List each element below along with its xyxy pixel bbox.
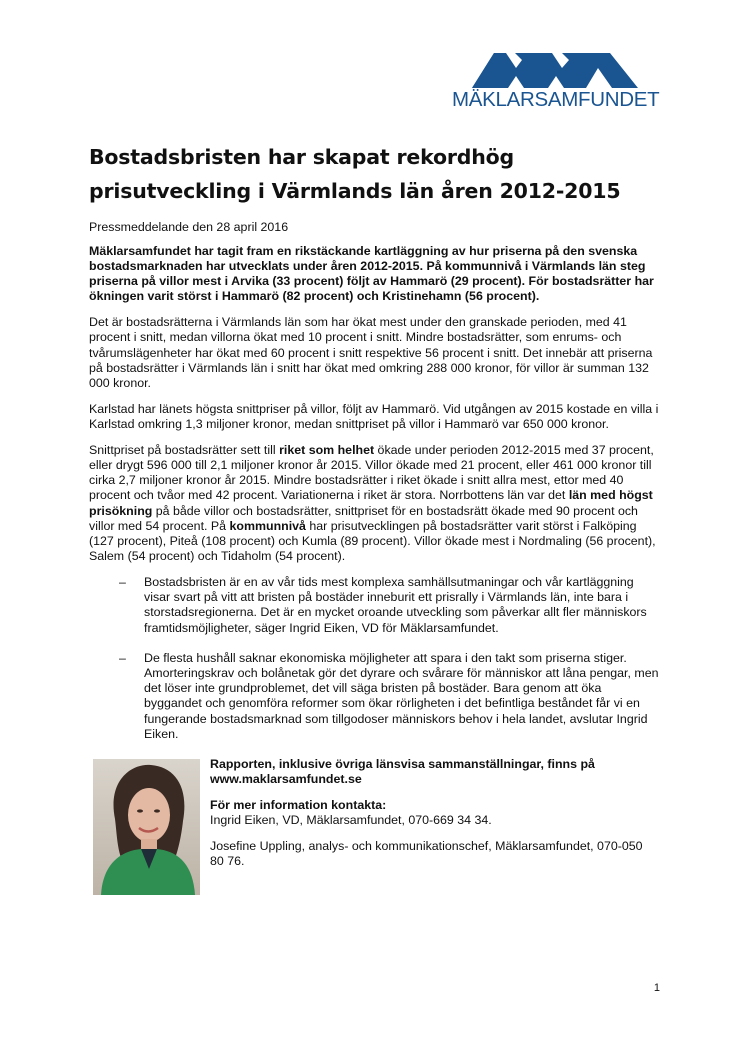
paragraph-3-text: har prisutvecklingen på bostadsrätter varit störst i Falköping (127 procent), Piteå (108 procent) och Kumla (89 procent). Villor ökade mest i Nordmaling (56 procent), Salem (54 procent) och Tidaholm (54 procent). [89,518,656,564]
quote-text: De flesta hushåll saknar ekonomiska möjligheter att spara i den takt som priserna stiger. Amorteringskrav och bolånetak gör det dyrare och svårare för människor att låna pengar, men det löser inte grundproblemet, det vill säga bristen på bostäder. Bara genom att öka byggandet och genomföra reformer som ökar rörligheten i det befintliga beståndet får vi en fungerande bostadsmarknad som tillgodoser människors behov i hela landet, avslutar Ingrid Eiken. [144,650,659,741]
paragraph-2: Karlstad har länets högsta snittpriser på villor, följt av Hammarö. Vid utgången av 2015 kostade en villa i Karlstad omkring 1,3 miljoner kronor, medan snittpriset på villor i Hammarö var 650 000 kronor. [89,401,659,431]
contact-person-1: Ingrid Eiken, VD, Mäklarsamfundet, 070-669 34 34. [210,813,492,828]
maklarsamfundet-logo [452,48,658,122]
contact-section [89,757,661,897]
quote-text: Bostadsbristen är en av vår tids mest komplexa samhällsutmaningar och vår kartläggning visar svart på vitt att bristen på bostäder inneburit ett prisrally i Värmlands län, inte bara i storstadsregionerna. Det är en mycket oroande utveckling som påverkar allt fler människors framtidsmöjligheter, säger Ingrid Eiken, VD för Mäklarsamfundet. [144,574,647,635]
paragraph-3-text: Snittpriset på bostadsrätter sett till [89,442,280,457]
quote-list [89,575,661,742]
dateline: Pressmeddelande den 28 april 2016 [89,220,289,234]
paragraph-3-bold: kommunnivå [229,518,306,533]
paragraph-3-text: på både villor och bostadsrätter, snittpriset för en bostadsrätt ökade med 90 procent och villor med 54 procent. På [89,503,638,533]
roof-mark-icon [452,48,658,88]
page-number: 1 [653,982,660,994]
lead-paragraph: Mäklarsamfundet har tagit fram en rikstäckande kartläggning av hur priserna på den svenska bostadsmarknaden har utvecklats under åren 2012-2015. På kommunnivå i Värmlands län steg priserna på villor mest i Arvika (33 procent) följt av Hammarö (29 procent). För bostadsrätter har ökningen varit störst i Hammarö (82 procent) och Kristinehamn (56 procent). [89,243,654,304]
logo-text: MÄKLARSAMFUNDET [452,88,660,111]
report-info: Rapporten, inklusive övriga länsvisa sammanställningar, finns på www.maklarsamfundet.se [210,756,595,787]
paragraph-1: Det är bostadsrätterna i Värmlands län som har ökat mest under den granskade perioden, med 41 procent i snitt, medan villorna ökat med 10 procent i snitt. Mindre bostadsrätter, som enrums- och tvårumslägenheter har ökat med 60 procent i snitt respektive 56 procent i snitt. Det innebär att priserna på bostadsrätter i Värmlands län i snitt har ökat med omkring 288 000 kronor, för villor är summan 132 000 kronor. [89,315,653,390]
contact-text [210,757,650,880]
contact-block [210,798,650,828]
paragraph-3-bold: riket som helhet [279,442,375,457]
portrait-photo [93,759,200,895]
page-title: Bostadsbristen har skapat rekordhög prisutveckling i Värmlands län åren 2012-2015 [89,145,621,203]
quote-item [89,651,661,742]
contact-heading: För mer information kontakta: [210,797,387,812]
quote-item [89,575,661,636]
paragraph-3 [89,443,661,565]
quote-dash: – [119,574,126,589]
paragraph-3-bold: län med högst prisökning [89,488,653,518]
contact-person-2: Josefine Uppling, analys- och kommunikationschef, Mäklarsamfundet, 070-050 80 76. [210,838,643,868]
quote-dash: – [119,650,126,665]
paragraph-3-text: ökade under perioden 2012-2015 med 37 procent, eller drygt 596 000 till 2,1 miljoner kronor år 2015. Villor ökade med 21 procent, eller 461 000 kronor till cirka 2,7 miljoner kronor år 2015. Mindre bostadsrätter i riket ökade i snitt allra mest, ettor med 40 procent och tvåor med 42 procent. Variationerna i riket är stora. Norrbottens län var det [89,442,654,503]
article-body [89,220,661,897]
